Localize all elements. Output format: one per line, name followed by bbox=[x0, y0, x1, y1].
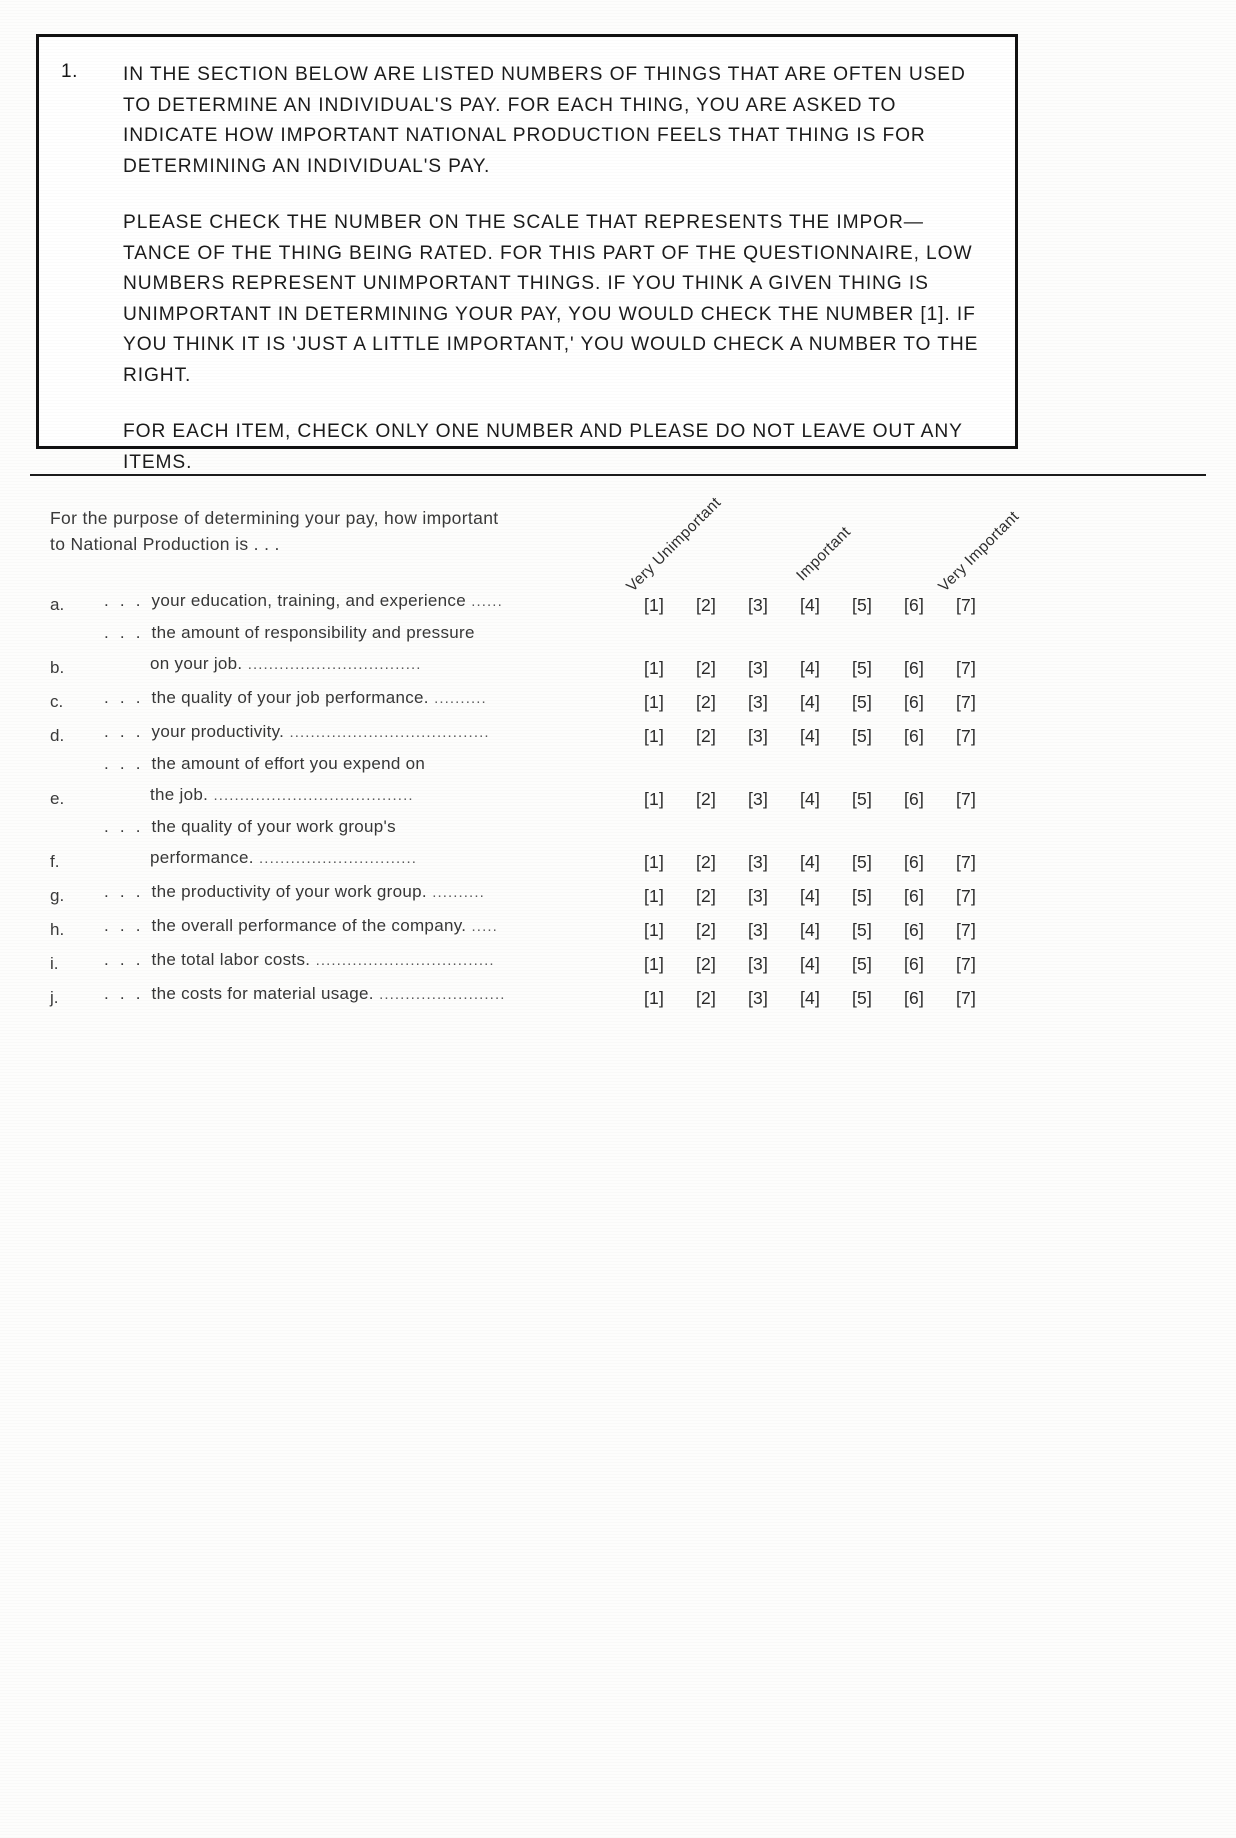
rating-option-6[interactable]: [6] bbox=[903, 988, 925, 1008]
item-letter: e. bbox=[50, 789, 65, 808]
lead-in-prompt bbox=[50, 505, 650, 557]
rating-option-1[interactable]: [1] bbox=[643, 954, 665, 974]
item-text-line bbox=[104, 716, 628, 748]
rating-option-7[interactable]: [7] bbox=[955, 954, 977, 974]
rating-option-6[interactable]: [6] bbox=[903, 726, 925, 746]
rating-scale-group bbox=[628, 852, 992, 874]
rating-option-3[interactable]: [3] bbox=[747, 852, 769, 872]
rating-scale-group bbox=[628, 886, 992, 908]
rating-option-4[interactable]: [4] bbox=[799, 595, 821, 615]
rating-option-7[interactable]: [7] bbox=[955, 726, 977, 746]
rating-option-3[interactable]: [3] bbox=[747, 886, 769, 906]
item-text bbox=[104, 811, 628, 874]
item-text-line bbox=[104, 811, 628, 842]
item-text bbox=[104, 585, 628, 617]
item-label: on your job. bbox=[150, 654, 243, 673]
item-label: the quality of your job performance. bbox=[151, 688, 429, 707]
item-lead-dots: . . . bbox=[104, 817, 152, 836]
rating-option-4[interactable]: [4] bbox=[799, 658, 821, 678]
rating-option-4[interactable]: [4] bbox=[799, 726, 821, 746]
rating-option-7[interactable]: [7] bbox=[955, 852, 977, 872]
rating-scale-group bbox=[628, 692, 992, 714]
rating-option-1[interactable]: [1] bbox=[643, 658, 665, 678]
item-dot-leader: .......... bbox=[426, 884, 485, 901]
rating-option-2[interactable]: [2] bbox=[695, 920, 717, 940]
lead-in-line-2: to National Production is . . . bbox=[50, 534, 280, 554]
instruction-paragraph-1: IN THE SECTION BELOW ARE LISTED NUMBERS OF THINGS THAT ARE OFTEN USED TO DETERMINE AN INDIVIDUAL'S PAY. FOR EACH THING, YOU ARE ASKED TO INDICATE HOW IMPORTANT NATIONAL PRODUCTION FEELS THAT THING IS FOR DETERMINING AN INDIVIDUAL'S PAY. bbox=[123, 63, 966, 177]
item-letter: h. bbox=[50, 920, 65, 939]
item-lead-dots: . . . bbox=[104, 984, 152, 1003]
item-lead-dots: . . . bbox=[104, 882, 152, 901]
item-letter: b. bbox=[50, 658, 65, 677]
rating-option-5[interactable]: [5] bbox=[851, 726, 873, 746]
item-letter: c. bbox=[50, 692, 64, 711]
rating-option-4[interactable]: [4] bbox=[799, 988, 821, 1008]
rating-option-4[interactable]: [4] bbox=[799, 954, 821, 974]
rating-option-7[interactable]: [7] bbox=[955, 886, 977, 906]
item-lead-dots: . . . bbox=[104, 623, 152, 642]
rating-option-1[interactable]: [1] bbox=[643, 692, 665, 712]
rating-option-4[interactable]: [4] bbox=[799, 852, 821, 872]
item-label: your productivity. bbox=[151, 722, 285, 741]
lead-in-line-1: For the purpose of determining your pay, how important bbox=[50, 508, 499, 528]
rating-item-row bbox=[50, 942, 1190, 976]
rating-item-row bbox=[50, 748, 1190, 811]
rating-scale-group bbox=[628, 595, 992, 617]
item-text bbox=[104, 682, 628, 714]
rating-option-3[interactable]: [3] bbox=[747, 692, 769, 712]
item-text bbox=[104, 876, 628, 908]
rating-option-6[interactable]: [6] bbox=[903, 852, 925, 872]
rating-option-7[interactable]: [7] bbox=[955, 658, 977, 678]
instruction-paragraph-2: PLEASE CHECK THE NUMBER ON THE SCALE THAT REPRESENTS THE IMPOR—TANCE OF THE THING BEING RATED. FOR THIS PART OF THE QUESTIONNAIRE, LOW NUMBERS REPRESENT UNIMPORTANT THINGS. IF YOU THINK A GIVEN THING IS UNIMPORTANT IN DETERMINING YOUR PAY, YOU WOULD CHECK THE NUMBER [1]. IF YOU THINK IT IS 'JUST A LITTLE IMPORTANT,' YOU WOULD CHECK A NUMBER TO THE RIGHT. bbox=[123, 211, 979, 386]
rating-option-5[interactable]: [5] bbox=[851, 954, 873, 974]
rating-option-5[interactable]: [5] bbox=[851, 852, 873, 872]
rating-item-row bbox=[50, 908, 1190, 942]
item-text-line bbox=[104, 842, 628, 874]
item-label: the amount of responsibility and pressure bbox=[151, 623, 475, 642]
rating-option-5[interactable]: [5] bbox=[851, 988, 873, 1008]
rating-scale-group bbox=[628, 658, 992, 680]
rating-option-4[interactable]: [4] bbox=[799, 886, 821, 906]
item-lead-dots: . . . bbox=[104, 754, 152, 773]
item-label: your education, training, and experience bbox=[151, 591, 466, 610]
item-dot-leader: ................................. bbox=[242, 656, 422, 673]
item-letter: g. bbox=[50, 886, 65, 905]
rating-option-3[interactable]: [3] bbox=[747, 726, 769, 746]
section-divider bbox=[30, 474, 1206, 476]
item-letter: d. bbox=[50, 726, 65, 745]
rating-option-1[interactable]: [1] bbox=[643, 886, 665, 906]
item-letter: j. bbox=[50, 988, 59, 1007]
rating-option-5[interactable]: [5] bbox=[851, 886, 873, 906]
rating-option-1[interactable]: [1] bbox=[643, 988, 665, 1008]
item-text-line bbox=[104, 682, 628, 714]
item-label: the amount of effort you expend on bbox=[151, 754, 426, 773]
item-dot-leader: ........................ bbox=[373, 986, 506, 1003]
item-letter: a. bbox=[50, 595, 65, 614]
scale-anchor-very-unimportant: Very Unimportant bbox=[623, 494, 725, 596]
rating-option-5[interactable]: [5] bbox=[851, 692, 873, 712]
item-label: the quality of your work group's bbox=[151, 817, 396, 836]
item-text bbox=[104, 716, 628, 748]
item-dot-leader: .............................. bbox=[253, 850, 418, 867]
rating-option-2[interactable]: [2] bbox=[695, 852, 717, 872]
item-text bbox=[104, 910, 628, 942]
item-text-line bbox=[104, 779, 628, 811]
item-lead-dots: . . . bbox=[104, 950, 152, 969]
item-dot-leader: ..... bbox=[466, 918, 498, 935]
rating-option-5[interactable]: [5] bbox=[851, 595, 873, 615]
item-letter: i. bbox=[50, 954, 59, 973]
item-dot-leader: .......... bbox=[428, 690, 487, 707]
rating-option-3[interactable]: [3] bbox=[747, 920, 769, 940]
rating-option-6[interactable]: [6] bbox=[903, 789, 925, 809]
rating-option-7[interactable]: [7] bbox=[955, 988, 977, 1008]
rating-option-2[interactable]: [2] bbox=[695, 692, 717, 712]
rating-option-2[interactable]: [2] bbox=[695, 988, 717, 1008]
rating-option-5[interactable]: [5] bbox=[851, 920, 873, 940]
item-letter: f. bbox=[50, 852, 60, 871]
item-label: the total labor costs. bbox=[151, 950, 311, 969]
rating-item-row bbox=[50, 811, 1190, 874]
rating-option-2[interactable]: [2] bbox=[695, 886, 717, 906]
item-text bbox=[104, 748, 628, 811]
item-lead-dots: . . . bbox=[104, 916, 152, 935]
rating-option-1[interactable]: [1] bbox=[643, 920, 665, 940]
item-lead-dots: . . . bbox=[104, 591, 152, 610]
item-label: the overall performance of the company. bbox=[151, 916, 467, 935]
rating-option-1[interactable]: [1] bbox=[643, 595, 665, 615]
rating-option-3[interactable]: [3] bbox=[747, 658, 769, 678]
rating-item-row bbox=[50, 874, 1190, 908]
rating-items-list bbox=[50, 583, 1190, 1010]
item-text bbox=[104, 978, 628, 1010]
item-text-line bbox=[104, 910, 628, 942]
rating-option-2[interactable]: [2] bbox=[695, 954, 717, 974]
rating-option-4[interactable]: [4] bbox=[799, 789, 821, 809]
rating-option-3[interactable]: [3] bbox=[747, 595, 769, 615]
rating-option-6[interactable]: [6] bbox=[903, 886, 925, 906]
item-label: performance. bbox=[150, 848, 254, 867]
rating-option-1[interactable]: [1] bbox=[643, 726, 665, 746]
item-dot-leader: ...................................... bbox=[284, 724, 490, 741]
rating-scale-group bbox=[628, 988, 992, 1010]
item-text-line bbox=[104, 748, 628, 779]
rating-item-row bbox=[50, 617, 1190, 680]
rating-option-6[interactable]: [6] bbox=[903, 658, 925, 678]
rating-option-3[interactable]: [3] bbox=[747, 988, 769, 1008]
item-label: the productivity of your work group. bbox=[151, 882, 427, 901]
rating-option-3[interactable]: [3] bbox=[747, 954, 769, 974]
rating-item-row bbox=[50, 714, 1190, 748]
rating-option-7[interactable]: [7] bbox=[955, 920, 977, 940]
rating-scale-group bbox=[628, 726, 992, 748]
rating-option-6[interactable]: [6] bbox=[903, 595, 925, 615]
item-dot-leader: ...................................... bbox=[208, 787, 414, 804]
rating-scale-group bbox=[628, 954, 992, 976]
rating-option-4[interactable]: [4] bbox=[799, 920, 821, 940]
instruction-paragraph-3: FOR EACH ITEM, CHECK ONLY ONE NUMBER AND PLEASE DO NOT LEAVE OUT ANY ITEMS. bbox=[123, 420, 963, 473]
rating-item-row bbox=[50, 680, 1190, 714]
item-text bbox=[104, 944, 628, 976]
rating-item-row bbox=[50, 976, 1190, 1010]
instruction-box bbox=[36, 34, 1018, 473]
rating-option-5[interactable]: [5] bbox=[851, 789, 873, 809]
item-lead-dots: . . . bbox=[104, 722, 152, 741]
rating-option-2[interactable]: [2] bbox=[695, 789, 717, 809]
rating-option-4[interactable]: [4] bbox=[799, 692, 821, 712]
item-lead-dots: . . . bbox=[104, 688, 152, 707]
question-number: 1. bbox=[61, 61, 78, 82]
item-label: the job. bbox=[150, 785, 209, 804]
rating-option-7[interactable]: [7] bbox=[955, 692, 977, 712]
item-dot-leader: .................................. bbox=[310, 952, 495, 969]
instruction-paragraphs bbox=[123, 59, 999, 477]
item-text-line bbox=[104, 648, 628, 680]
item-dot-leader: ...... bbox=[465, 593, 503, 610]
instruction-text-block bbox=[61, 59, 999, 477]
scale-anchor-important: Important bbox=[793, 523, 855, 585]
rating-item-row bbox=[50, 583, 1190, 617]
rating-option-2[interactable]: [2] bbox=[695, 658, 717, 678]
item-text-line bbox=[104, 585, 628, 617]
rating-option-7[interactable]: [7] bbox=[955, 595, 977, 615]
item-text-line bbox=[104, 876, 628, 908]
item-text-line bbox=[104, 617, 628, 648]
rating-scale-group bbox=[628, 789, 992, 811]
rating-option-2[interactable]: [2] bbox=[695, 595, 717, 615]
rating-option-3[interactable]: [3] bbox=[747, 789, 769, 809]
rating-option-6[interactable]: [6] bbox=[903, 920, 925, 940]
item-text-line bbox=[104, 978, 628, 1010]
item-text-line bbox=[104, 944, 628, 976]
rating-option-5[interactable]: [5] bbox=[851, 658, 873, 678]
rating-option-1[interactable]: [1] bbox=[643, 852, 665, 872]
scale-anchor-very-important: Very Important bbox=[935, 508, 1023, 596]
rating-scale-group bbox=[628, 920, 992, 942]
rating-option-6[interactable]: [6] bbox=[903, 692, 925, 712]
rating-option-7[interactable]: [7] bbox=[955, 789, 977, 809]
item-label: the costs for material usage. bbox=[151, 984, 374, 1003]
rating-option-2[interactable]: [2] bbox=[695, 726, 717, 746]
rating-option-6[interactable]: [6] bbox=[903, 954, 925, 974]
rating-option-1[interactable]: [1] bbox=[643, 789, 665, 809]
item-text bbox=[104, 617, 628, 680]
